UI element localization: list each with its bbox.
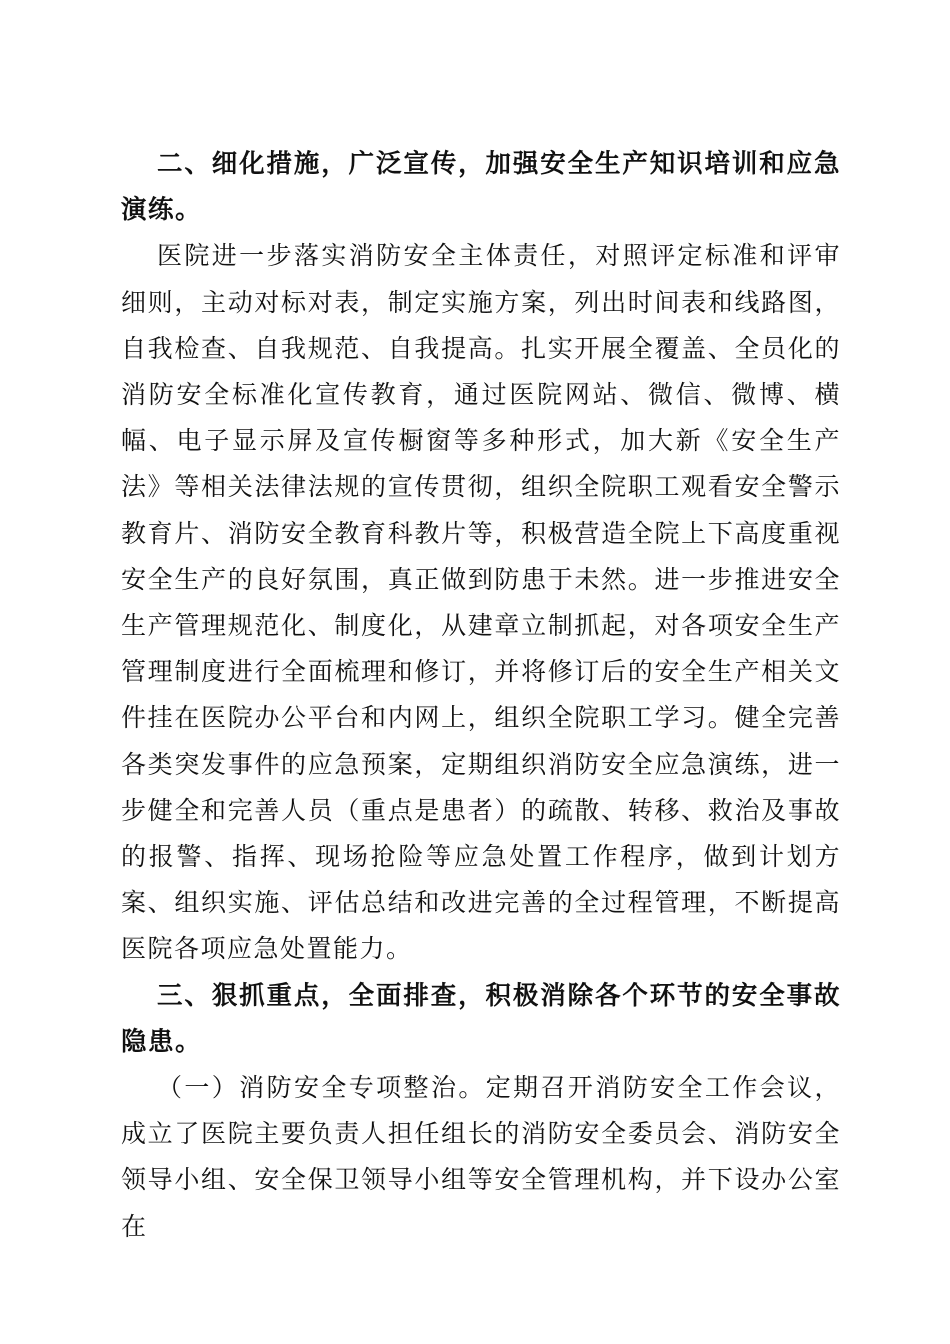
document-body — [121, 141, 841, 1250]
section-heading-3: 三、狠抓重点，全面排查，积极消除各个环节的安全事故隐患。 — [121, 980, 841, 1057]
section-heading-2: 二、细化措施，广泛宣传，加强安全生产知识培训和应急演练。 — [121, 149, 841, 226]
section-paragraph-3: （一）消防安全专项整治。定期召开消防安全工作会议，成立了医院主要负责人担任组长的消防安全委员会、消防安全领导小组、安全保卫领导小组等安全管理机构，并下设办公室在 — [121, 1073, 841, 1241]
section-paragraph-2: 医院进一步落实消防安全主体责任，对照评定标准和评审细则，主动对标对表，制定实施方案，列出时间表和线路图，自我检查、自我规范、自我提高。扎实开展全覆盖、全员化的消防安全标准化宣传教育，通过医院网站、微信、微博、横幅、电子显示屏及宣传橱窗等多种形式，加大新《安全生产法》等相关法律法规的宣传贯彻，组织全院职工观看安全警示教育片、消防安全教育科教片等，积极营造全院上下高度重视安全生产的良好氛围，真正做到防患于未然。进一步推进安全生产管理规范化、制度化，从建章立制抓起，对各项安全生产管理制度进行全面梳理和修订，并将修订后的安全生产相关文件挂在医院办公平台和内网上，组织全院职工学习。健全完善各类突发事件的应急预案，定期组织消防安全应急演练，进一步健全和完善人员（重点是患者）的疏散、转移、救治及事故的报警、指挥、现场抢险等应急处置工作程序，做到计划方案、组织实施、评估总结和改进完善的全过程管理，不断提高医院各项应急处置能力。 — [121, 241, 841, 964]
